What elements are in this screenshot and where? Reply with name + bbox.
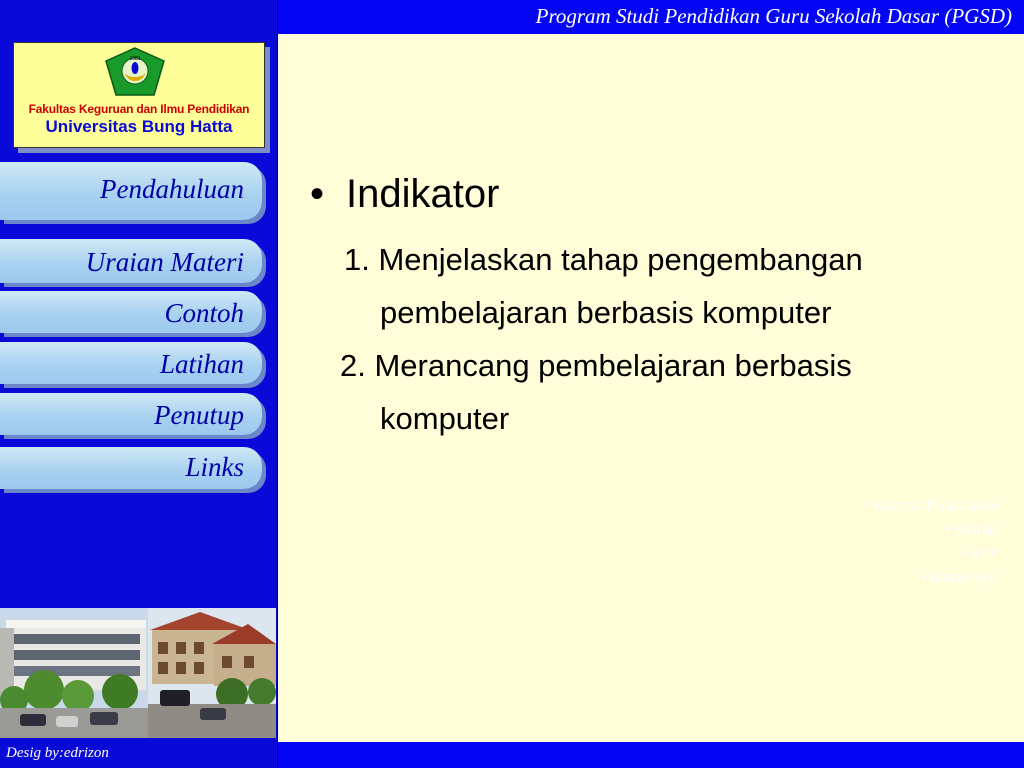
bottom-bar (0, 742, 1024, 768)
bullet-icon: • (310, 172, 325, 216)
nav-uraian-materi-button[interactable] (0, 239, 262, 283)
nav-links-button[interactable] (0, 447, 262, 489)
link-bahan-ajar[interactable]: • Bahan Ajar (921, 570, 998, 586)
nav-label: Latihan (159, 349, 244, 379)
indicator-line-2: 2. Merancang pembelajaran berbasis (340, 348, 852, 383)
indicator-line-1: 1. Menjelaskan tahap pengembangan (344, 242, 863, 277)
link-silabus[interactable]: • Silabus (944, 522, 998, 538)
nav-penutup-button[interactable] (0, 393, 262, 435)
links-list (864, 494, 998, 590)
designer-credit: Desig by:edrizon (6, 745, 109, 761)
heading-text: Indikator (346, 172, 500, 216)
nav-label: Links (185, 452, 244, 482)
slide-heading (310, 172, 499, 217)
program-title: Program Studi Pendidikan Guru Sekolah Dasar (PGSD) (535, 4, 1012, 28)
bottom-bar-left-block (0, 742, 278, 768)
university-emblem-icon (102, 47, 168, 99)
link-rpp[interactable]: • RPP (962, 546, 998, 562)
nav-contoh-button[interactable] (0, 291, 262, 333)
nav-label: Uraian Materi (85, 247, 244, 277)
nav-label: Contoh (164, 298, 244, 328)
indicator-line-1-cont: pembelajaran berbasis komputer (380, 295, 832, 330)
faculty-logo (13, 42, 265, 148)
top-bar (0, 0, 1024, 34)
emblem-year: 1981 (129, 56, 141, 62)
link-kontrak-perkuliahan[interactable]: • Kontrak Perkuliahan (864, 498, 998, 514)
campus-photo (0, 608, 276, 738)
nav-pendahuluan-button[interactable] (0, 162, 262, 220)
top-bar-left-block (0, 0, 278, 34)
university-name: Universitas Bung Hatta (45, 117, 233, 136)
nav-label: Penutup (154, 400, 244, 430)
nav-latihan-button[interactable] (0, 342, 262, 384)
indicator-line-2-cont: komputer (380, 401, 510, 436)
nav-label: Pendahuluan (100, 174, 244, 204)
faculty-name: Fakultas Keguruan dan Ilmu Pendidikan (28, 102, 250, 116)
